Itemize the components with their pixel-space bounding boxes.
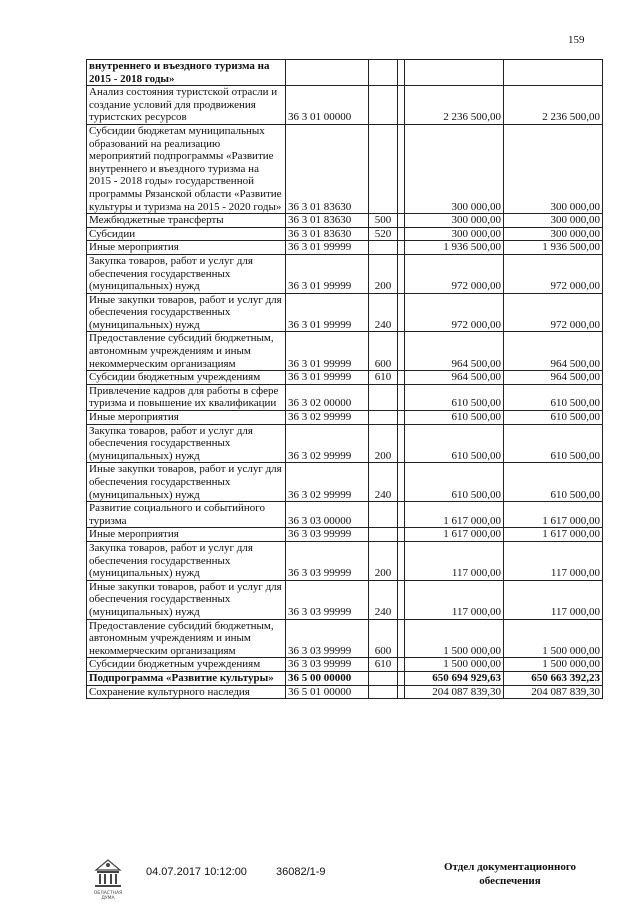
cell-expense-type: 200 (369, 254, 398, 293)
cell-spacer (398, 124, 405, 213)
cell-sum-2018: 2 236 500,00 (405, 86, 504, 125)
cell-sum-2018: 610 500,00 (405, 463, 504, 502)
footer-department (420, 860, 600, 888)
cell-sum-2018: 1 936 500,00 (405, 241, 504, 255)
cell-name: Сохранение культурного наследия (87, 685, 286, 699)
cell-sum-2019: 964 500,00 (504, 371, 603, 385)
cell-sum-2019: 300 000,00 (504, 124, 603, 213)
cell-name: Субсидии бюджетам муниципальных образований на реализацию мероприятий подпрограммы «Развитие внутреннего и въездного туризма на 2015 - 2018 годы» государственной программы Рязанской области «Развитие культуры и туризма на 2015 - 2020 годы» (87, 124, 286, 213)
cell-name: Субсидии бюджетным учреждениям (87, 658, 286, 672)
cell-expense-type: 500 (369, 214, 398, 228)
cell-code: 36 3 01 99999 (286, 332, 369, 371)
cell-name: Межбюджетные трансферты (87, 214, 286, 228)
cell-expense-type (369, 502, 398, 528)
cell-sum-2019: 972 000,00 (504, 254, 603, 293)
cell-code: 36 3 01 83630 (286, 214, 369, 228)
page-number: 159 (568, 34, 585, 46)
cell-code: 36 3 02 00000 (286, 384, 369, 410)
table-row (87, 619, 603, 658)
cell-sum-2019: 117 000,00 (504, 580, 603, 619)
cell-code: 36 3 02 99999 (286, 411, 369, 425)
cell-expense-type (369, 528, 398, 542)
cell-sum-2018: 964 500,00 (405, 332, 504, 371)
cell-sum-2019 (504, 60, 603, 86)
cell-name: Закупка товаров, работ и услуг для обеспечения государственных (муниципальных) нужд (87, 254, 286, 293)
cell-name: Анализ состояния туристской отрасли и создание условий для продвижения туристских ресурсов (87, 86, 286, 125)
cell-sum-2019: 610 500,00 (504, 384, 603, 410)
cell-name: Привлечение кадров для работы в сфере туризма и повышение их квалификации (87, 384, 286, 410)
footer-department-line1: Отдел документационного (443, 861, 577, 873)
cell-sum-2018: 300 000,00 (405, 214, 504, 228)
cell-expense-type: 600 (369, 619, 398, 658)
cell-code: 36 3 01 99999 (286, 293, 369, 332)
table-row (87, 685, 603, 699)
cell-expense-type (369, 384, 398, 410)
table-row (87, 293, 603, 332)
cell-code: 36 3 03 00000 (286, 502, 369, 528)
table-row (87, 384, 603, 410)
cell-sum-2019: 972 000,00 (504, 293, 603, 332)
cell-expense-type: 240 (369, 463, 398, 502)
cell-expense-type: 240 (369, 293, 398, 332)
svg-text:ОБЛАСТНАЯ: ОБЛАСТНАЯ (93, 891, 123, 896)
cell-sum-2018: 972 000,00 (405, 254, 504, 293)
cell-expense-type: 520 (369, 227, 398, 241)
cell-spacer (398, 86, 405, 125)
table-row (87, 502, 603, 528)
cell-name: Закупка товаров, работ и услуг для обеспечения государственных (муниципальных) нужд (87, 424, 286, 463)
cell-spacer (398, 293, 405, 332)
cell-name: Предоставление субсидий бюджетным, автономным учреждениям и иным некоммерческим организациям (87, 332, 286, 371)
cell-code: 36 3 02 99999 (286, 463, 369, 502)
table-row (87, 541, 603, 580)
cell-name: Субсидии бюджетным учреждениям (87, 371, 286, 385)
cell-expense-type (369, 685, 398, 699)
cell-sum-2018: 650 694 929,63 (405, 671, 504, 685)
cell-sum-2019: 610 500,00 (504, 463, 603, 502)
cell-expense-type (369, 60, 398, 86)
cell-sum-2019: 1 500 000,00 (504, 619, 603, 658)
table-row (87, 528, 603, 542)
cell-name: Развитие социального и событийного туризма (87, 502, 286, 528)
cell-spacer (398, 241, 405, 255)
table-row (87, 86, 603, 125)
cell-code: 36 3 03 99999 (286, 619, 369, 658)
budget-table (86, 59, 603, 699)
cell-sum-2019: 2 236 500,00 (504, 86, 603, 125)
cell-spacer (398, 384, 405, 410)
cell-code: 36 3 01 99999 (286, 254, 369, 293)
cell-sum-2018: 972 000,00 (405, 293, 504, 332)
table-row (87, 371, 603, 385)
table-row (87, 424, 603, 463)
cell-spacer (398, 619, 405, 658)
footer-department-line2: обеспечения (479, 875, 541, 887)
cell-code: 36 3 01 83630 (286, 124, 369, 213)
cell-sum-2019: 610 500,00 (504, 424, 603, 463)
table-row (87, 124, 603, 213)
cell-code: 36 3 01 99999 (286, 371, 369, 385)
cell-sum-2019: 1 617 000,00 (504, 502, 603, 528)
cell-sum-2018: 1 500 000,00 (405, 619, 504, 658)
cell-spacer (398, 214, 405, 228)
table-row (87, 214, 603, 228)
cell-sum-2018: 300 000,00 (405, 124, 504, 213)
cell-sum-2018: 1 617 000,00 (405, 528, 504, 542)
cell-code: 36 3 03 99999 (286, 658, 369, 672)
cell-spacer (398, 424, 405, 463)
cell-expense-type (369, 86, 398, 125)
cell-name: Подпрограмма «Развитие культуры» (87, 671, 286, 685)
footer-date: 04.07.2017 10:12:00 (146, 866, 247, 878)
cell-code: 36 3 03 99999 (286, 528, 369, 542)
table-row (87, 463, 603, 502)
cell-code (286, 60, 369, 86)
cell-expense-type: 610 (369, 658, 398, 672)
cell-sum-2019: 1 617 000,00 (504, 528, 603, 542)
table-row (87, 658, 603, 672)
cell-spacer (398, 463, 405, 502)
cell-expense-type: 600 (369, 332, 398, 371)
svg-text:ДУМА: ДУМА (101, 896, 115, 900)
cell-sum-2018: 1 617 000,00 (405, 502, 504, 528)
table-row (87, 580, 603, 619)
cell-expense-type (369, 241, 398, 255)
cell-sum-2019: 300 000,00 (504, 214, 603, 228)
cell-name: Закупка товаров, работ и услуг для обеспечения государственных (муниципальных) нужд (87, 541, 286, 580)
cell-expense-type: 610 (369, 371, 398, 385)
cell-expense-type: 240 (369, 580, 398, 619)
cell-expense-type (369, 411, 398, 425)
cell-spacer (398, 371, 405, 385)
cell-sum-2019: 117 000,00 (504, 541, 603, 580)
cell-spacer (398, 502, 405, 528)
table-row (87, 332, 603, 371)
cell-expense-type: 200 (369, 424, 398, 463)
table-row (87, 241, 603, 255)
cell-sum-2019: 964 500,00 (504, 332, 603, 371)
cell-code: 36 5 00 00000 (286, 671, 369, 685)
cell-name: Иные закупки товаров, работ и услуг для обеспечения государственных (муниципальных) нужд (87, 463, 286, 502)
cell-name: Иные закупки товаров, работ и услуг для обеспечения государственных (муниципальных) нужд (87, 293, 286, 332)
cell-spacer (398, 227, 405, 241)
budget-table-body (87, 60, 603, 699)
cell-spacer (398, 580, 405, 619)
cell-sum-2019: 1 500 000,00 (504, 658, 603, 672)
table-row (87, 671, 603, 685)
table-row (87, 254, 603, 293)
cell-sum-2019: 204 087 839,30 (504, 685, 603, 699)
table-row (87, 411, 603, 425)
cell-sum-2019: 1 936 500,00 (504, 241, 603, 255)
cell-code: 36 3 01 00000 (286, 86, 369, 125)
cell-code: 36 3 03 99999 (286, 580, 369, 619)
cell-sum-2018: 1 500 000,00 (405, 658, 504, 672)
cell-sum-2018 (405, 60, 504, 86)
cell-spacer (398, 254, 405, 293)
cell-sum-2018: 117 000,00 (405, 580, 504, 619)
table-row (87, 227, 603, 241)
cell-code: 36 3 03 99999 (286, 541, 369, 580)
cell-spacer (398, 528, 405, 542)
cell-sum-2018: 117 000,00 (405, 541, 504, 580)
cell-spacer (398, 671, 405, 685)
cell-spacer (398, 332, 405, 371)
cell-sum-2018: 204 087 839,30 (405, 685, 504, 699)
footer-doc-number: 36082/1-9 (276, 866, 326, 878)
cell-spacer (398, 541, 405, 580)
cell-spacer (398, 60, 405, 86)
cell-sum-2018: 964 500,00 (405, 371, 504, 385)
cell-sum-2018: 610 500,00 (405, 411, 504, 425)
cell-sum-2019: 300 000,00 (504, 227, 603, 241)
cell-sum-2018: 610 500,00 (405, 424, 504, 463)
cell-code: 36 3 02 99999 (286, 424, 369, 463)
table-row (87, 60, 603, 86)
cell-sum-2019: 610 500,00 (504, 411, 603, 425)
cell-code: 36 3 01 99999 (286, 241, 369, 255)
cell-name: Иные закупки товаров, работ и услуг для обеспечения государственных (муниципальных) нужд (87, 580, 286, 619)
cell-name: Субсидии (87, 227, 286, 241)
cell-spacer (398, 685, 405, 699)
duma-emblem-icon (86, 856, 130, 900)
cell-name: Предоставление субсидий бюджетным, автономным учреждениям и иным некоммерческим организациям (87, 619, 286, 658)
cell-code: 36 5 01 00000 (286, 685, 369, 699)
cell-name: Иные мероприятия (87, 241, 286, 255)
cell-sum-2018: 610 500,00 (405, 384, 504, 410)
cell-code: 36 3 01 83630 (286, 227, 369, 241)
cell-sum-2018: 300 000,00 (405, 227, 504, 241)
cell-name: внутреннего и въездного туризма на 2015 - 2018 годы» (87, 60, 286, 86)
cell-expense-type (369, 671, 398, 685)
cell-sum-2019: 650 663 392,23 (504, 671, 603, 685)
cell-spacer (398, 658, 405, 672)
cell-spacer (398, 411, 405, 425)
cell-expense-type: 200 (369, 541, 398, 580)
cell-name: Иные мероприятия (87, 528, 286, 542)
cell-expense-type (369, 124, 398, 213)
cell-name: Иные мероприятия (87, 411, 286, 425)
